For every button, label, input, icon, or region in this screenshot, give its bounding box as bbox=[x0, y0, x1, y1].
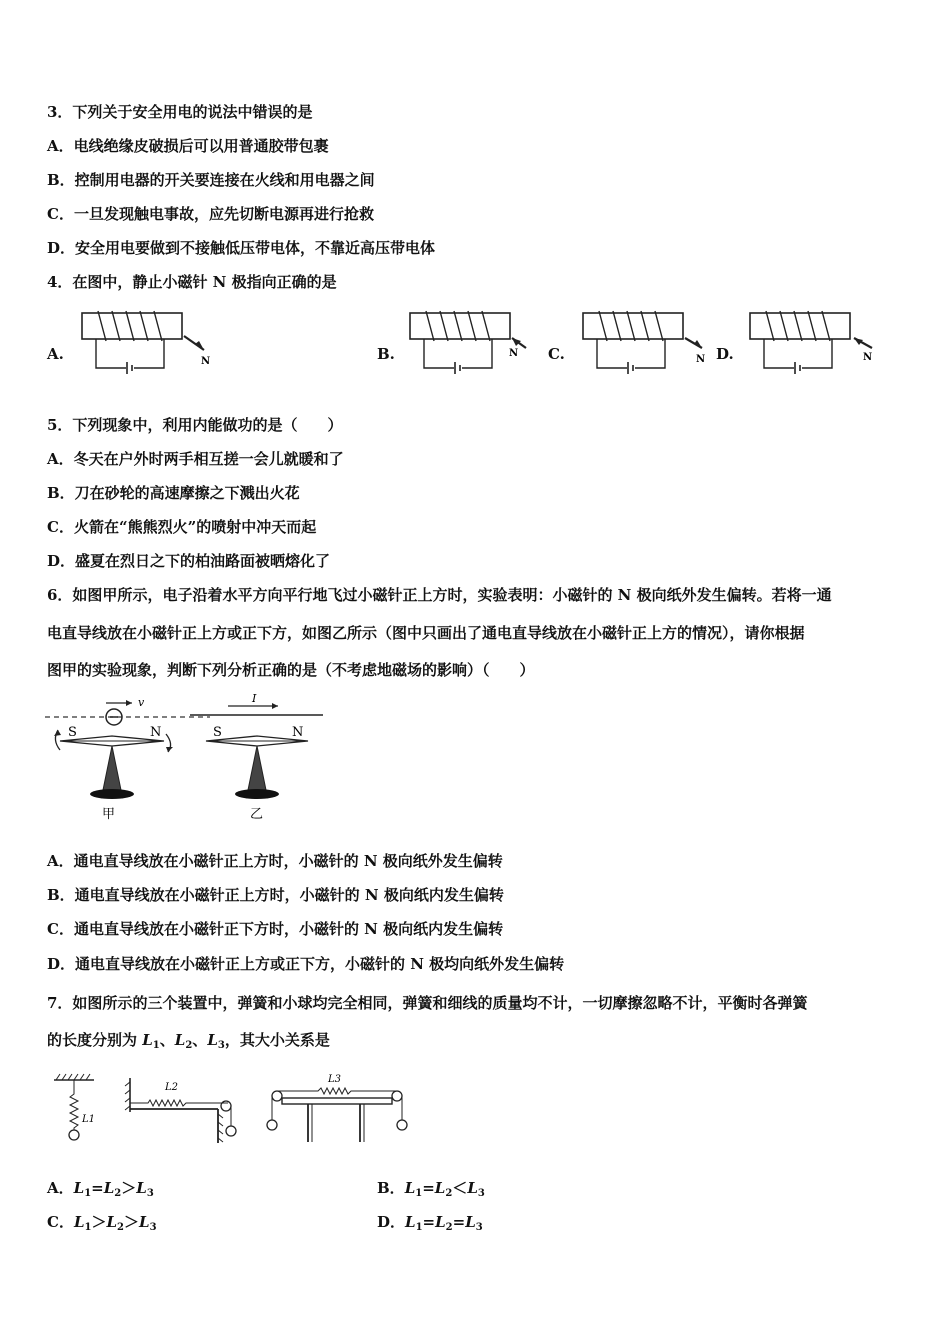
q6-s-label-jia: S bbox=[68, 725, 77, 740]
q7-stem-line-2: 的长度分别为 $L_1$、$L_2$、$L_3$，其大小关系是 bbox=[47, 1031, 330, 1051]
q4-needle-n-a: N bbox=[201, 356, 211, 367]
q7-figure bbox=[50, 1068, 415, 1148]
q6-option-a: A．通电直导线放在小磁针正上方时，小磁针的 N 极向纸外发生偏转 bbox=[47, 852, 503, 870]
q6-n-label-yi: N bbox=[292, 725, 304, 740]
q6-figure bbox=[40, 690, 335, 825]
q6-stem-line-2: 电直导线放在小磁针正上方或正下方，如图乙所示（图中只画出了通电直导线放在小磁针正上方的情况），请你根据 bbox=[47, 624, 805, 642]
q7-l3-label: L3 bbox=[328, 1074, 342, 1085]
q6-jia-label: 甲 bbox=[102, 807, 116, 822]
q5-stem: 5．下列现象中，利用内能做功的是（ ） bbox=[47, 416, 343, 434]
q6-s-label-yi: S bbox=[213, 725, 222, 740]
q6-v-label: v bbox=[138, 696, 145, 709]
q3-stem: 3．下列关于安全用电的说法中错误的是 bbox=[47, 103, 313, 121]
q6-i-label: I bbox=[252, 692, 257, 705]
q6-option-d: D．通电直导线放在小磁针正上方或正下方，小磁针的 N 极均向纸外发生偏转 bbox=[47, 955, 565, 973]
q6-yi-label: 乙 bbox=[250, 807, 264, 822]
q6-stem-line-3: 图甲的实验现象，判断下列分析正确的是（不考虑地磁场的影响）（ ） bbox=[47, 661, 535, 679]
q4-label-a: A. bbox=[47, 345, 64, 363]
q4-stem: 4．在图中，静止小磁针 N 极指向正确的是 bbox=[47, 273, 337, 291]
q3-option-a: A．电线绝缘皮破损后可以用普通胶带包裹 bbox=[47, 137, 329, 155]
q7-l2-label: L2 bbox=[165, 1082, 179, 1093]
q6-n-label-jia: N bbox=[150, 725, 162, 740]
q5-option-d: D．盛夏在烈日之下的柏油路面被晒熔化了 bbox=[47, 552, 331, 570]
q4-figure-a bbox=[78, 308, 223, 378]
q7-option-d: D．$L_1=L_2=L_3$ bbox=[377, 1213, 483, 1233]
q5-option-a: A．冬天在户外时两手相互搓一会儿就暖和了 bbox=[47, 450, 344, 468]
q5-option-b: B．刀在砂轮的高速摩擦之下溅出火花 bbox=[47, 484, 300, 502]
q4-needle-n-b: N bbox=[509, 348, 519, 359]
q3-option-d: D．安全用电要做到不接触低压带电体，不靠近高压带电体 bbox=[47, 239, 436, 257]
q5-option-c: C．火箭在“熊熊烈火”的喷射中冲天而起 bbox=[47, 518, 317, 536]
q3-option-b: B．控制用电器的开关要连接在火线和用电器之间 bbox=[47, 171, 375, 189]
q3-option-c: C．一旦发现触电事故，应先切断电源再进行抢救 bbox=[47, 205, 374, 223]
q4-label-b: B. bbox=[377, 345, 395, 363]
q4-figure-b bbox=[408, 308, 533, 378]
q6-stem-line-1: 6．如图甲所示，电子沿着水平方向平行地飞过小磁针正上方时，实验表明：小磁针的 N 极向纸外发生偏转。若将一通 bbox=[47, 586, 832, 604]
q7-stem-prefix: 的长度分别为 bbox=[47, 1031, 138, 1049]
q6-option-c: C．通电直导线放在小磁针正下方时，小磁针的 N 极向纸内发生偏转 bbox=[47, 920, 504, 938]
q7-option-b: B．$L_1=L_2<L_3$ bbox=[377, 1179, 485, 1199]
q7-stem-line-1: 7．如图所示的三个装置中，弹簧和小球均完全相同，弹簧和细线的质量均不计，一切摩擦忽略不计，平衡时各弹簧 bbox=[47, 994, 808, 1012]
q6-option-b: B．通电直导线放在小磁针正上方时，小磁针的 N 极向纸内发生偏转 bbox=[47, 886, 504, 904]
q4-needle-n-d: N bbox=[863, 352, 873, 363]
q4-needle-n-c: N bbox=[696, 354, 706, 365]
q7-option-a: A．$L_1=L_2>L_3$ bbox=[47, 1179, 154, 1199]
q4-label-c: C. bbox=[548, 345, 565, 363]
q7-l1-label: L1 bbox=[82, 1114, 96, 1125]
q4-figure-c bbox=[580, 308, 710, 378]
q4-label-d: D. bbox=[716, 345, 734, 363]
q7-stem-suffix: ，其大小关系是 bbox=[224, 1031, 330, 1049]
q7-option-c: C．$L_1>L_2>L_3$ bbox=[47, 1213, 157, 1233]
q4-figure-d bbox=[748, 308, 883, 378]
